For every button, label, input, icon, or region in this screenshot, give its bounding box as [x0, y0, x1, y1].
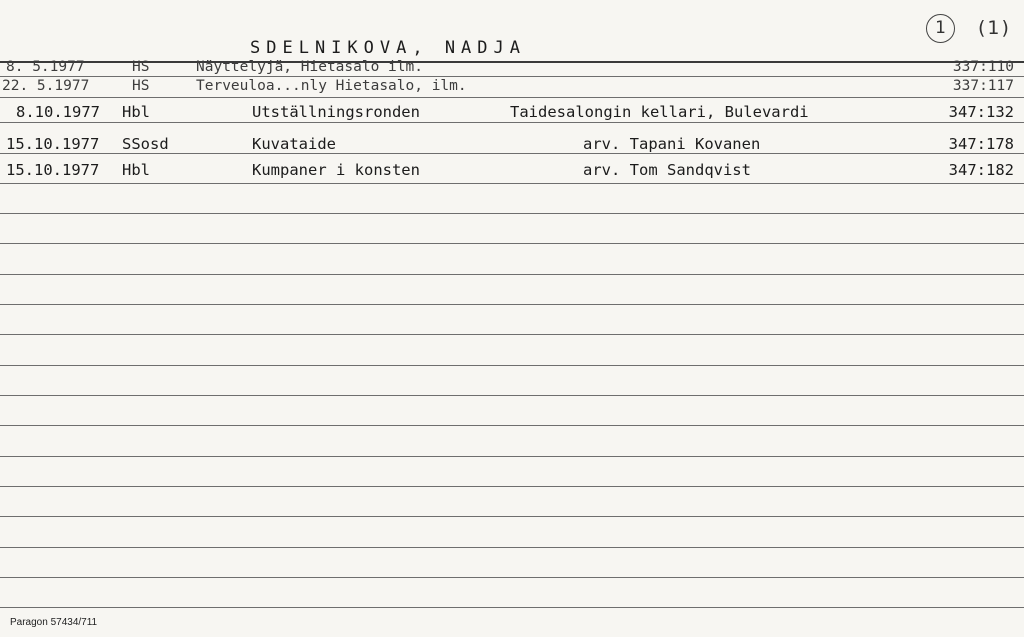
ruled-line: [0, 456, 1024, 457]
entry-row: [0, 135, 1024, 157]
entry-date: 15.10.1977: [6, 161, 100, 179]
entry-title: Terveuloa...nly Hietasalo, ilm.: [196, 78, 467, 94]
entry-date: 15.10.1977: [6, 135, 100, 153]
entry-source: HS: [132, 59, 150, 75]
entry-row: [0, 161, 1024, 183]
ruled-line: [0, 486, 1024, 487]
ruled-line: [0, 304, 1024, 305]
ruled-line: [0, 577, 1024, 578]
ruled-line: [0, 334, 1024, 335]
ruled-line: [0, 183, 1024, 184]
circled-number-stamp: 1: [926, 14, 955, 43]
entry-row: [0, 78, 1024, 100]
ruled-line: [0, 243, 1024, 244]
entry-title: Kumpaner i konsten: [252, 161, 420, 179]
ruled-line: [0, 213, 1024, 214]
entry-source: Hbl: [122, 161, 150, 179]
entry-reviewer: arv. Tapani Kovanen: [583, 135, 761, 153]
entry-date: 8. 5.1977: [6, 59, 85, 75]
entry-ref: 337:110: [952, 59, 1014, 75]
entry-date: 8.10.1977: [16, 103, 100, 121]
entry-ref: 337:117: [952, 78, 1014, 94]
parenthesized-number-stamp: (1): [978, 17, 1011, 39]
entry-ref: 347:178: [948, 135, 1014, 153]
ruled-line: [0, 607, 1024, 608]
ruled-line: [0, 516, 1024, 517]
ruled-line: [0, 547, 1024, 548]
entry-location: Taidesalongin kellari, Bulevardi: [510, 103, 809, 121]
entry-source: Hbl: [122, 103, 150, 121]
entry-date: 22. 5.1977: [2, 78, 90, 94]
entry-title: Kuvataide: [252, 135, 336, 153]
card-title: SDELNIKOVA, NADJA: [250, 38, 526, 58]
card-footer-print: Paragon 57434/711: [10, 617, 98, 628]
entry-title: Näyttelyjä, Hietasalo ilm.: [196, 59, 423, 75]
entry-ref: 347:132: [948, 103, 1014, 121]
ruled-line: [0, 425, 1024, 426]
ruled-line: [0, 395, 1024, 396]
entry-reviewer: arv. Tom Sandqvist: [583, 161, 751, 179]
entry-source: SSosd: [122, 135, 169, 153]
entry-ref: 347:182: [948, 161, 1014, 179]
entry-source: HS: [132, 78, 150, 94]
entry-title: Utställningsronden: [252, 103, 420, 121]
ruled-line: [0, 365, 1024, 366]
entry-row: [0, 103, 1024, 125]
ruled-line: [0, 274, 1024, 275]
